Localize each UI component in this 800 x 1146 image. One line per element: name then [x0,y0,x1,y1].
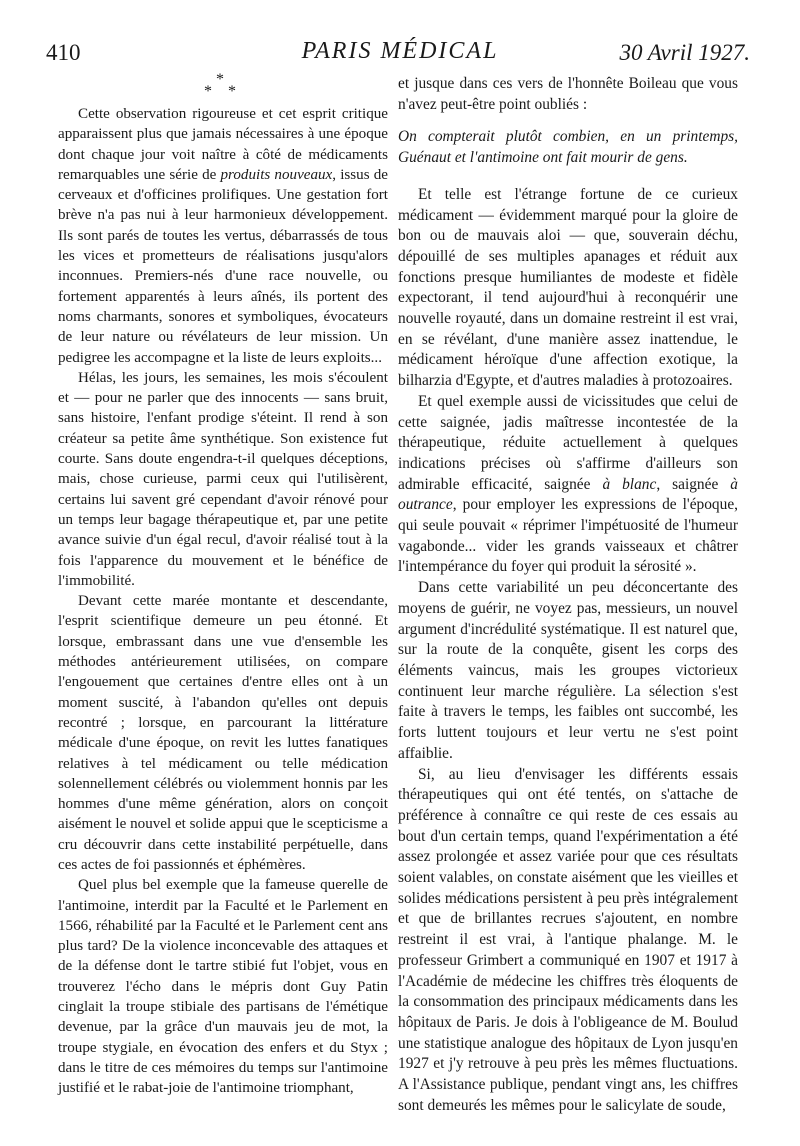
separator-star-top: * [216,71,230,88]
paragraph: Quel plus bel exemple que la fameuse querelle de l'antimoine, interdit par la Faculté et le Parlement en 1566, réhabilité par la Faculté et le Parlement cent ans plus tard? De la violence inconcevable des attaques et de la défense dont le tartre stibié fut l'objet, vous en trouverez l'écho dans le mépris dont Guy Patin cinglait la troupe stibiale des partisans de l'émétique devenue, par la grâce d'un mauvais jeu de mot, la troupe stygiale, en évocation des enfers et du Styx ; dans le titre de ces mémoires du temps sur l'antimoine justifié et le rabat-joie de l'antimoine triomphant, [58,877,388,1097]
left-column [58,71,388,1099]
section-separator [58,71,388,100]
emphasis: à blanc [602,475,657,493]
paragraph: Dans cette variabilité un peu déconcertante des moyens de guérir, ne voyez pas, messieurs, un nouvel argument d'incrédulité systématique. Il est naturel que, sur la route de la conquête, gisent les corps des éléments vaincus, mais les groupes victorieux continuent leur marche régulière. La sélection s'est faite à travers le temps, les faibles ont succombé, les forts luttent toujours et leur vertu ne s'est point affaiblie. [398,579,738,762]
paragraph: Cette observation rigoureuse et cet esprit critique apparaissent plus que jamais nécessaires à une époque dont chaque jour voit naître à côté de médicaments remarquables une série de produits nouveaux, issus de cerveaux et d'officines prolifiques. Une gestation fort brève n'a pas nui à leur harmonieux développement. Ils sont parés de toutes les vertus, débarrassés de tous les vices et prometteurs de réalisations jusqu'alors inconnues. Premiers-nés d'une race nouvelle, ou fortement apparentés à leurs aînés, ils portent des noms charmants, sonores et symboliques, évocateurs de leur nature ou révélateurs de leur mission. Un pedigree les accompagne et la liste de leurs exploits... [58,106,388,366]
paragraph: Et quel exemple aussi de vicissitudes que celui de cette saignée, jadis maîtresse incontestée de la thérapeutique, réduite actuellement à quelques indications précises où s'affirme d'ailleurs son admirable efficacité, saignée à blanc, saignée à outrance, pour employer les expressions de l'époque, qui seule pouvait « réprimer l'impétuosité de l'humeur vagabonde... vider les grands vaisseaux et châtrer l'intempérance du foyer qui produit la sérosité ». [398,392,738,576]
issue-date: 30 Avril 1927. [619,40,750,65]
emphasis: produits nouveaux [220,166,333,183]
paragraph: Et telle est l'étrange fortune de ce curieux médicament — évidemment marqué pour la gloire de bon ou de mauvais aloi — que, souverain déchu, dépouillé de ses multiples apanages et réduit aux fonctions presque humiliantes de modeste et fidèle expectorant, il tend aujourd'hui à reconquérir une nouvelle royauté, dans un domaine restreint il est vrai, en se révélant, d'une manière assez inattendue, le médicament héroïque d'une affection exotique, la bilharzia d'Egypte, et d'autres maladies à protozoaires. [398,185,738,390]
separator-stars-bottom: * * [204,83,242,100]
paragraph: Hélas, les jours, les semaines, les mois s'écoulent et — pour ne parler que des innocents — sans bruit, sans histoire, l'enfant prodige s'éteint. Il rend à son créateur sa petite âme synthétique. Son existence fut courte. Sans doute engendra-t-il quelques déceptions, mais, chose curieuse, parmi ceux qui l'utilisèrent, certains lui savent gré cependant d'avoir rénové pour un temps leur bagage thérapeutique et, par une petite avance suivie d'un égal recul, d'avoir réalisé tout à la fois l'apparence du mouvement et le bénéfice de l'immobilité. [58,369,388,589]
page-number: 410 [46,40,81,65]
paragraph: Devant cette marée montante et descendante, l'esprit scientifique demeure un peu étonné. Et lorsque, embrassant dans une vue d'ensemble les méthodes antérieurement utilisées, on compare l'engouement que certaines d'entre elles ont à un moment suscité, à l'abandon qu'elles ont depuis recontré ; lorsque, en parcourant la littérature médicale d'une époque, on revit les luttes fanatiques relatives à tel médicament ou telle médication solennellement célébrés ou violemment honnis par les hommes d'une même génération, alors on conçoit aisément le nouvel et solide appui que le scepticisme a cru découvrir dans cette instabilité perpétuelle, dans ces actes de foi passionnés et éphémères. [58,593,388,873]
running-header [0,36,800,76]
verse-quote: On compterait plutôt combien, en un printemps, Guénaut et l'antimoine ont fait mourir de gens. [398,128,738,167]
emphasis: à outrance [398,475,738,514]
journal-title: PARIS MÉDICAL [301,38,499,64]
paragraph: Si, au lieu d'envisager les différents essais thérapeutiques qui ont été tentés, on s'attache de préférence à connaître ce qui reste de ces essais au bout d'un certain temps, quand l'expérimentation a été assez prolongée et assez variée pour que ces résultats soient valables, on constate aisément que les vieilles et solides médications persistent à peu près intégralement et que de brillantes recrues s'ajoutent, en nombre restreint il est vrai, à l'antique phalange. M. le professeur Grimbert a communiqué en 1907 et 1917 à l'Académie de médecine les chiffres très éloquents de la consommation des principaux médicaments dans les hôpitaux de Paris. Je dois à l'obligeance de M. Boulud une statistique analogue des hôpitaux de Lyon jusqu'en 1927 et j'y retrouve à peu près les mêmes fluctuations. A l'Assistance publique, pendant vingt ans, les chiffres sont demeurés les mêmes pour le salicylate de soude, [398,765,738,1114]
paragraph: et jusque dans ces vers de l'honnête Boileau que vous n'avez peut-être point oubliés : [398,75,738,113]
right-column [398,74,738,1116]
